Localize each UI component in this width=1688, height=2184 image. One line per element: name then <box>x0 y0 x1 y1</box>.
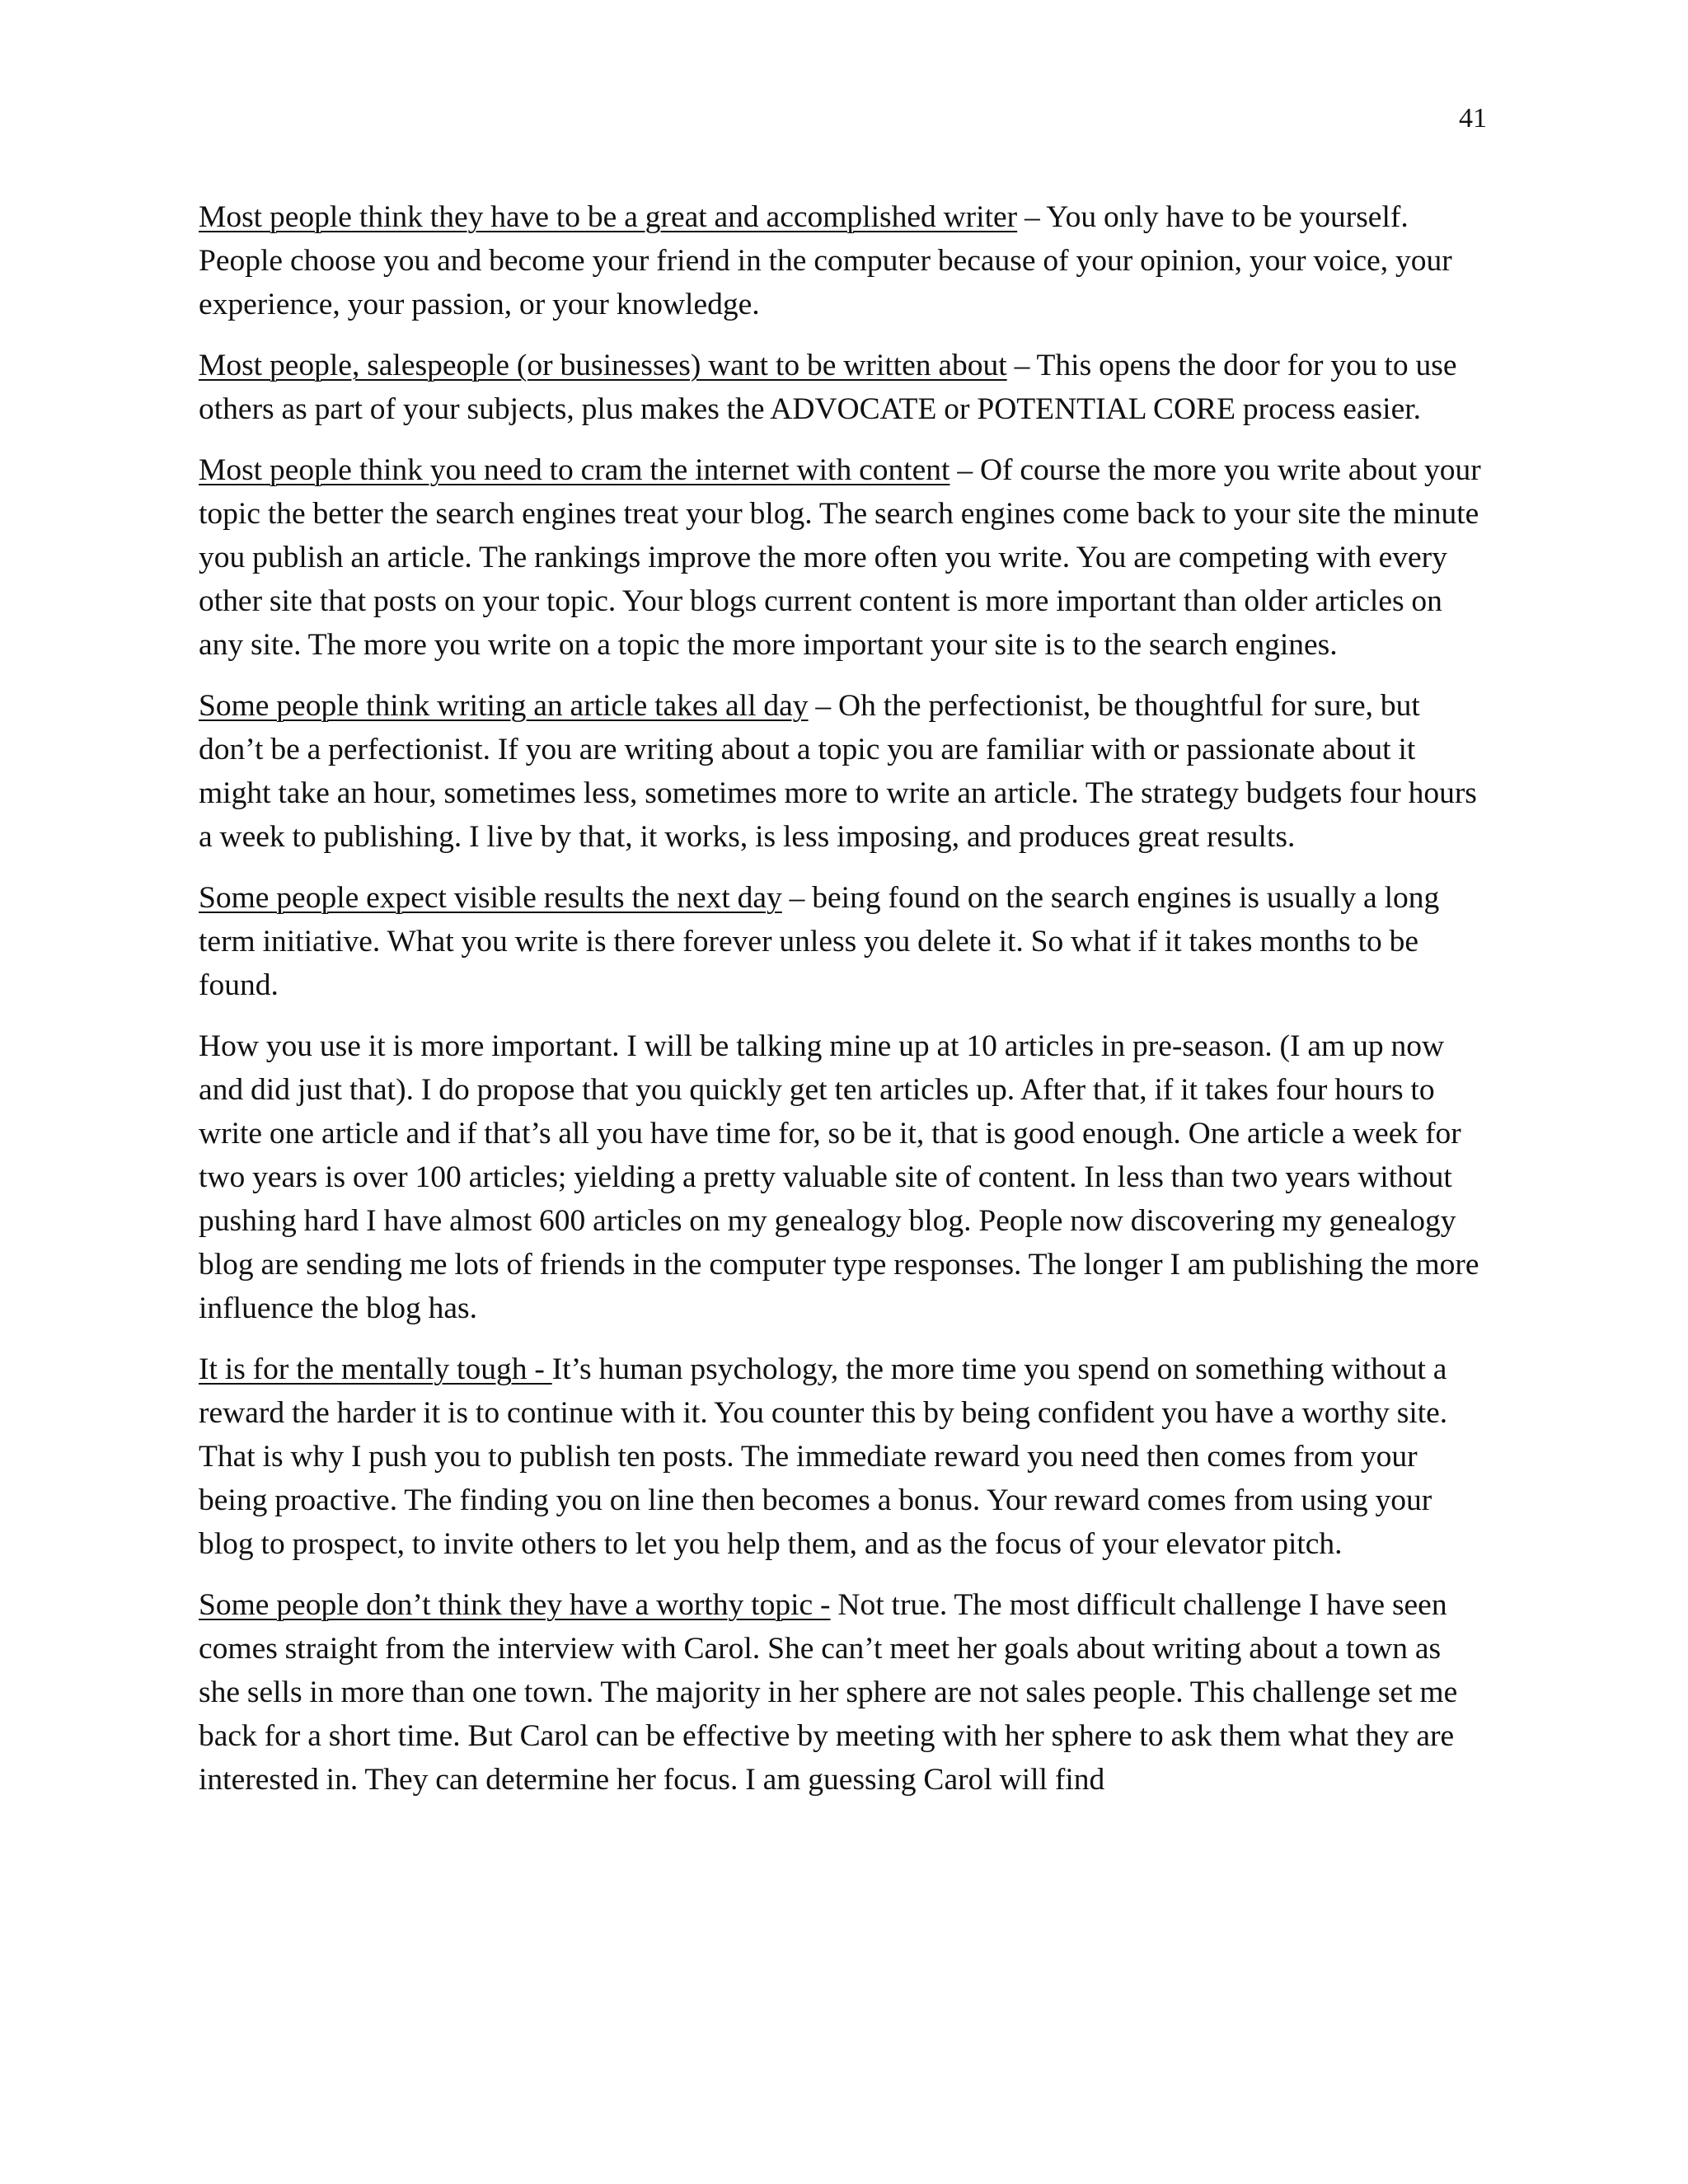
paragraph-text: – This opens the door for you to use others as part of your subjects, plus makes the ADVOCATE or POTENTIAL CORE process easier. <box>199 349 1457 426</box>
paragraph-cram-content <box>199 448 1489 667</box>
paragraph-all-day <box>199 684 1489 859</box>
paragraph-text: – Oh the perfectionist, be thoughtful for sure, but don’t be a perfectionist. If you are writing about a topic you are familiar with or passionate about it might take an hour, sometimes less, sometimes more to write an article. The strategy budgets four hours a week to publishing. I live by that, it works, is less imposing, and produces great results. <box>199 689 1477 854</box>
paragraph-heading: Some people expect visible results the next day <box>199 881 782 915</box>
paragraph-text: – being found on the search engines is usually a long term initiative. What you write is there forever unless you delete it. So what if it takes months to be found. <box>199 881 1440 1002</box>
page-number: 41 <box>1459 103 1487 134</box>
page-body <box>199 195 1489 1819</box>
paragraph-written-about <box>199 344 1489 431</box>
paragraph-heading: Some people think writing an article takes all day <box>199 689 809 723</box>
paragraph-writer <box>199 195 1489 326</box>
paragraph-heading: Most people think they have to be a great and accomplished writer <box>199 200 1018 234</box>
paragraph-text: – You only have to be yourself. People choose you and become your friend in the computer because of your opinion, your voice, your experience, your passion, or your knowledge. <box>199 200 1452 321</box>
paragraph-how-you-use-it <box>199 1024 1489 1330</box>
paragraph-next-day <box>199 876 1489 1007</box>
paragraph-text: – Of course the more you write about your topic the better the search engines treat your blog. The search engines come back to your site the minute you publish an article. The rankings improve the more often you write. You are competing with every other site that posts on your topic. Your blogs current content is more important than older articles on any site. The more you write on a topic the more important your site is to the search engines. <box>199 453 1481 662</box>
paragraph-heading: It is for the mentally tough - <box>199 1352 552 1386</box>
paragraph-heading: Some people don’t think they have a worthy topic - <box>199 1588 831 1622</box>
paragraph-text: Not true. The most difficult challenge I have seen comes straight from the interview with Carol. She can’t meet her goals about writing about a town as she sells in more than one town. The majority in her sphere are not sales people. This challenge set me back for a short time. But Carol can be effective by meeting with her sphere to ask them what they are interested in. They can determine her focus. I am guessing Carol will find <box>199 1588 1458 1797</box>
paragraph-heading: Most people think you need to cram the internet with content <box>199 453 950 487</box>
paragraph-text: How you use it is more important. I will be talking mine up at 10 articles in pre-season. (I am up now and did just that). I do propose that you quickly get ten articles up. After that, if it takes four hours to write one article and if that’s all you have time for, so be it, that is good enough. One article a week for two years is over 100 articles; yielding a pretty valuable site of content. In less than two years without pushing hard I have almost 600 articles on my genealogy blog. People now discovering my genealogy blog are sending me lots of friends in the computer type responses. The longer I am publishing the more influence the blog has. <box>199 1029 1479 1325</box>
paragraph-worthy-topic <box>199 1583 1489 1802</box>
paragraph-text: It’s human psychology, the more time you spend on something without a reward the harder it is to continue with it. You counter this by being confident you have a worthy site. That is why I push you to publish ten posts. The immediate reward you need then comes from your being proactive. The finding you on line then becomes a bonus. Your reward comes from using your blog to prospect, to invite others to let you help them, and as the focus of your elevator pitch. <box>199 1352 1448 1561</box>
paragraph-heading: Most people, salespeople (or businesses) want to be written about <box>199 349 1007 382</box>
paragraph-mentally-tough <box>199 1347 1489 1566</box>
